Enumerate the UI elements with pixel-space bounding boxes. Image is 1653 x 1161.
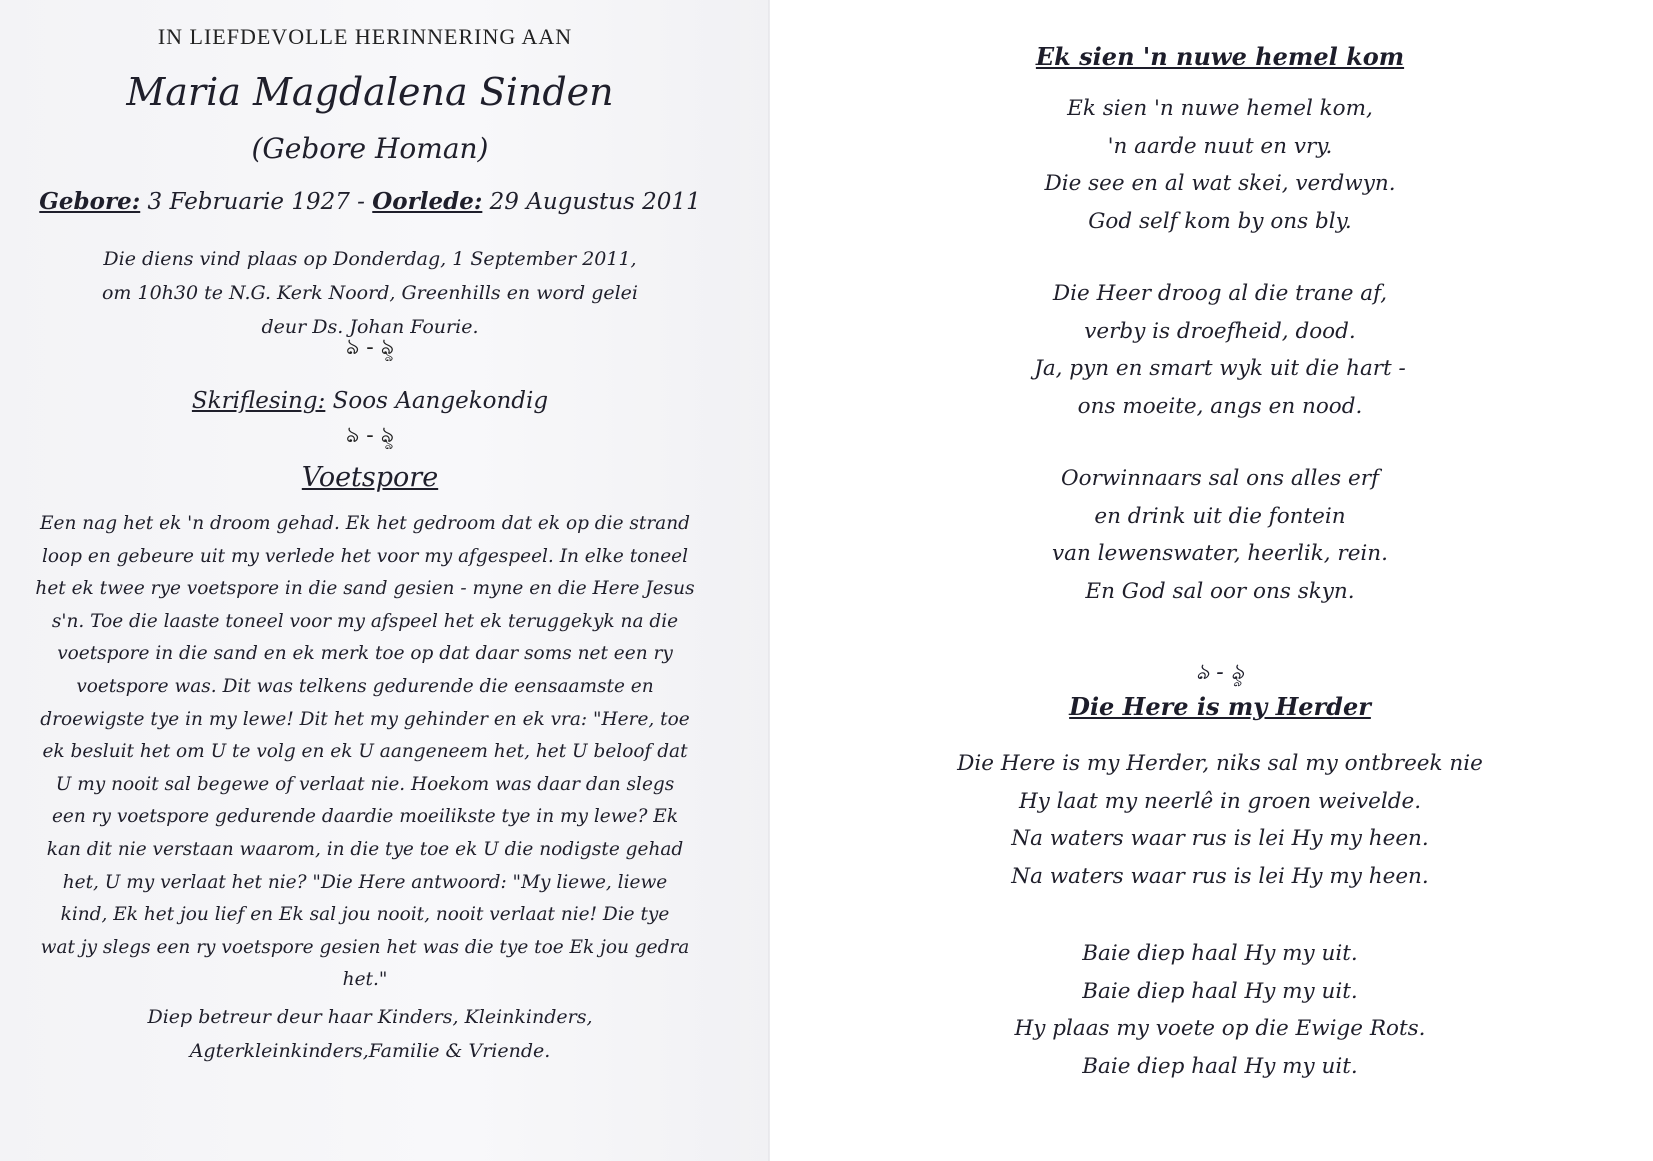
- poem-line: Hy plaas my voete op die Ewige Rots.: [1014, 1016, 1426, 1041]
- poem-line: Die Here is my Herder, niks sal my ontbreek nie: [957, 751, 1483, 776]
- poem-line: van lewenswater, heerlik, rein.: [1051, 541, 1388, 566]
- maiden-name: (Gebore Homan): [251, 132, 489, 165]
- poem-line: Hy laat my neerlê in groen weivelde.: [1018, 788, 1422, 814]
- poem-line: 'n aarde nuut en vry.: [1107, 133, 1333, 159]
- poem-line: Baie diep haal Hy my uit.: [1082, 978, 1358, 1004]
- poem-line: Ja, pyn en smart wyk uit die hart -: [1034, 356, 1406, 381]
- ornament-divider: ঌ - ৡ: [346, 423, 394, 448]
- reading-value: Soos Aangekondig: [332, 388, 549, 414]
- scripture-reading: [30, 388, 710, 414]
- life-dates: [30, 188, 710, 215]
- ornament-divider: ঌ - ৡ: [346, 335, 394, 360]
- service-line: deur Ds. Johan Fourie.: [261, 316, 479, 338]
- poem-title-nuwe-hemel: Ek sien 'n nuwe hemel kom: [1035, 42, 1405, 71]
- footprints-story: [32, 508, 698, 997]
- service-line: Die diens vind plaas op Donderdag, 1 September 2011,: [103, 248, 637, 270]
- memorial-heading: IN LIEFDEVOLLE HERINNERING AAN: [157, 24, 573, 49]
- poem-line: En God sal oor ons skyn.: [1085, 578, 1355, 604]
- poem-stanza: [870, 460, 1570, 610]
- story-line: droewigste tye in my lewe! Dit het my gehinder en ek vra: "Here, toe: [40, 708, 690, 730]
- poem-title-here-herder: Die Here is my Herder: [1069, 692, 1371, 721]
- poem-stanza: [870, 745, 1570, 895]
- poem-line: Ek sien 'n nuwe hemel kom,: [1067, 96, 1373, 121]
- poem-line: Die Heer droog al die trane af,: [1052, 281, 1388, 306]
- story-line: U my nooit sal begewe of verlaat nie. Hoekom was daar dan slegs: [55, 773, 675, 795]
- story-line: het, U my verlaat het nie? "Die Here antwoord: "My liewe, liewe: [62, 871, 668, 893]
- story-line: ek besluit het om U te volg en ek U aangeneem het, het U beloof dat: [42, 741, 688, 763]
- story-line: voetspore was. Dit was telkens gedurende die eensaamste en: [76, 675, 654, 697]
- died-label: Oorlede:: [372, 188, 483, 215]
- poem-line: Die see en al wat skei, verdwyn.: [1044, 171, 1396, 196]
- right-page: [770, 0, 1653, 1161]
- deceased-name: Maria Magdalena Sinden: [126, 70, 614, 114]
- date-separator: -: [357, 189, 365, 215]
- story-line: voetspore in die sand en ek merk toe op dat daar soms net een ry: [57, 643, 673, 665]
- service-line: om 10h30 te N.G. Kerk Noord, Greenhills en word gelei: [101, 282, 639, 304]
- story-line: het ek twee rye voetspore in die sand gesien - myne en die Here Jesus: [35, 578, 695, 600]
- poem-line: God self kom by ons bly.: [1088, 208, 1352, 234]
- mourners-line: Agterkleinkinders,Familie & Vriende.: [189, 1040, 551, 1062]
- died-date: 29 Augustus 2011: [489, 189, 701, 215]
- story-line: het.": [342, 969, 388, 991]
- poem-line: ons moeite, angs en nood.: [1077, 393, 1363, 419]
- poem-line: Na waters waar rus is lei Hy my heen.: [1011, 826, 1429, 851]
- story-line: Een nag het ek 'n droom gehad. Ek het gedroom dat ek op die strand: [40, 513, 690, 534]
- story-line: een ry voetspore gedurende daardie moeilikste tye in my lewe? Ek: [51, 806, 679, 828]
- poem-line: verby is droefheid, dood.: [1084, 318, 1356, 344]
- story-line: loop en gebeure uit my verlede het voor my afgespeel. In elke toneel: [41, 545, 689, 567]
- story-line: wat jy slegs een ry voetspore gesien het was die tye toe Ek jou gedra: [40, 936, 690, 958]
- story-line: kan dit nie verstaan waarom, in die tye toe ek U die nodigste gehad: [46, 838, 684, 860]
- ornament-divider: ঌ - ৡ: [1196, 660, 1244, 685]
- story-line: s'n. Toe die laaste toneel voor my afspeel het ek teruggekyk na die: [51, 610, 679, 632]
- born-label: Gebore:: [39, 188, 141, 215]
- left-page: [0, 0, 770, 1161]
- reading-label: Skriflesing:: [191, 388, 326, 414]
- born-date: 3 Februarie 1927: [147, 189, 350, 215]
- poem-line: Oorwinnaars sal ons alles erf: [1061, 466, 1379, 491]
- poem-line: Baie diep haal Hy my uit.: [1082, 1053, 1358, 1079]
- story-line: kind, Ek het jou lief en Ek sal jou nooit, nooit verlaat nie! Die tye: [60, 904, 670, 926]
- poem-line: Na waters waar rus is lei Hy my heen.: [1011, 863, 1429, 889]
- poem-line: en drink uit die fontein: [1094, 503, 1346, 529]
- mourners-line: Diep betreur deur haar Kinders, Kleinkinders,: [147, 1006, 593, 1028]
- poem-stanza: [870, 935, 1570, 1085]
- poem-stanza: [870, 275, 1570, 425]
- poem-title-voetspore: Voetspore: [301, 462, 439, 493]
- poem-stanza: [870, 90, 1570, 240]
- poem-line: Baie diep haal Hy my uit.: [1082, 941, 1358, 966]
- mourners-text: [30, 1000, 710, 1068]
- service-details: [60, 242, 680, 344]
